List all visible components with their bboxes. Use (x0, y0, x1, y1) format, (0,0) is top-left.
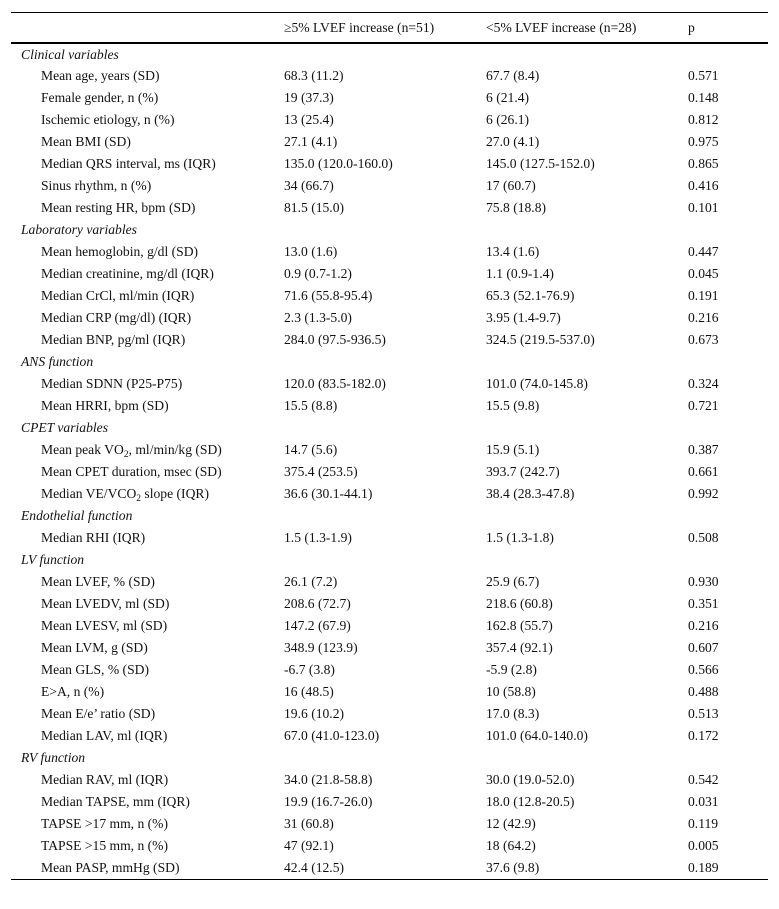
row-label: Median RAV, ml (IQR) (41, 772, 169, 787)
value-no-increase-group: 65.3 (52.1-76.9) (486, 288, 575, 303)
p-value: 0.324 (688, 376, 719, 391)
row-label (11, 483, 284, 505)
row-label: Median RHI (IQR) (41, 530, 146, 545)
row-label (11, 439, 284, 461)
value-no-increase-group: 38.4 (28.3-47.8) (486, 486, 575, 501)
row-label: Median creatinine, mg/dl (IQR) (41, 266, 214, 281)
p-value: 0.216 (688, 618, 719, 633)
table-row (11, 175, 768, 197)
table-row (11, 241, 768, 263)
row-label: E>A, n (%) (41, 684, 105, 699)
row-label: Median TAPSE, mm (IQR) (41, 794, 190, 809)
p-value: 0.488 (688, 684, 719, 699)
value-increase-group: 16 (48.5) (284, 684, 334, 699)
table-header (11, 13, 768, 44)
row-label-text: Median VE/VCO (41, 486, 137, 501)
value-no-increase-group: 18.0 (12.8-20.5) (486, 794, 575, 809)
header-p-value: p (688, 19, 695, 35)
table-row (11, 87, 768, 109)
table-row (11, 439, 768, 461)
value-increase-group: 375.4 (253.5) (284, 464, 358, 479)
row-label: Sinus rhythm, n (%) (41, 178, 152, 193)
table-row (11, 791, 768, 813)
p-value: 0.566 (688, 662, 719, 677)
p-value: 0.387 (688, 442, 719, 457)
section-title: ANS function (21, 354, 94, 369)
value-no-increase-group: 218.6 (60.8) (486, 596, 553, 611)
row-label: Median QRS interval, ms (IQR) (41, 156, 216, 171)
header-increase-group: ≥5% LVEF increase (n=51) (284, 19, 435, 35)
table-row (11, 197, 768, 219)
value-no-increase-group: 37.6 (9.8) (486, 859, 540, 875)
value-no-increase-group: 357.4 (92.1) (486, 640, 553, 655)
value-no-increase-group: 17 (60.7) (486, 178, 536, 193)
p-value: 0.992 (688, 486, 719, 501)
data-table-container (11, 12, 768, 880)
row-label: Mean BMI (SD) (41, 134, 131, 149)
value-no-increase-group: 101.0 (64.0-140.0) (486, 728, 588, 743)
value-no-increase-group: 6 (21.4) (486, 90, 530, 105)
value-increase-group: 47 (92.1) (284, 838, 334, 853)
row-label-subscript: 2 (136, 494, 142, 504)
table-row (11, 109, 768, 131)
row-label: Ischemic etiology, n (%) (41, 112, 175, 127)
value-no-increase-group: 6 (26.1) (486, 112, 530, 127)
p-value: 0.005 (688, 838, 719, 853)
row-label: Mean HRRI, bpm (SD) (41, 398, 169, 413)
row-label: Median CrCl, ml/min (IQR) (41, 288, 195, 303)
table-row (11, 857, 768, 879)
p-value: 0.542 (688, 772, 719, 787)
value-no-increase-group: 17.0 (8.3) (486, 706, 540, 721)
row-label: Mean hemoglobin, g/dl (SD) (41, 244, 199, 259)
value-no-increase-group: 1.5 (1.3-1.8) (486, 530, 554, 545)
row-label: Mean PASP, mmHg (SD) (41, 859, 180, 875)
table-row (11, 483, 768, 505)
header-variable (11, 13, 284, 44)
p-value: 0.351 (688, 596, 719, 611)
value-increase-group: 348.9 (123.9) (284, 640, 358, 655)
value-increase-group: 13.0 (1.6) (284, 244, 338, 259)
value-no-increase-group: 101.0 (74.0-145.8) (486, 376, 588, 391)
p-value: 0.216 (688, 310, 719, 325)
p-value: 0.101 (688, 200, 719, 215)
value-increase-group: 147.2 (67.9) (284, 618, 351, 633)
section-title: CPET variables (21, 420, 108, 435)
value-increase-group: 0.9 (0.7-1.2) (284, 266, 352, 281)
table-row (11, 285, 768, 307)
value-increase-group: 284.0 (97.5-936.5) (284, 332, 386, 347)
row-label: Median LAV, ml (IQR) (41, 728, 168, 743)
row-label: Mean resting HR, bpm (SD) (41, 200, 196, 215)
section-title: LV function (21, 552, 85, 567)
header-row (11, 13, 768, 44)
value-increase-group: 15.5 (8.8) (284, 398, 338, 413)
table-row (11, 571, 768, 593)
value-no-increase-group: 145.0 (127.5-152.0) (486, 156, 595, 171)
table-row (11, 615, 768, 637)
value-no-increase-group: 27.0 (4.1) (486, 134, 540, 149)
section-row (11, 219, 768, 241)
value-increase-group: 14.7 (5.6) (284, 442, 338, 457)
value-increase-group: 208.6 (72.7) (284, 596, 351, 611)
comparison-table (11, 12, 768, 880)
table-row (11, 527, 768, 549)
p-value: 0.571 (688, 68, 719, 83)
section-row (11, 549, 768, 571)
value-increase-group: 26.1 (7.2) (284, 574, 338, 589)
table-row (11, 725, 768, 747)
p-value: 0.119 (688, 816, 719, 831)
row-label: TAPSE >15 mm, n (%) (41, 838, 169, 853)
value-increase-group: 34.0 (21.8-58.8) (284, 772, 373, 787)
p-value: 0.975 (688, 134, 719, 149)
row-label: Mean LVESV, ml (SD) (41, 618, 168, 633)
table-row (11, 813, 768, 835)
row-label-text: Mean peak VO (41, 442, 124, 457)
p-value: 0.513 (688, 706, 719, 721)
table-row (11, 835, 768, 857)
p-value: 0.031 (688, 794, 719, 809)
section-row (11, 747, 768, 769)
table-row (11, 131, 768, 153)
row-label: Female gender, n (%) (41, 90, 159, 105)
table-row (11, 681, 768, 703)
row-label: Mean GLS, % (SD) (41, 662, 149, 677)
value-no-increase-group: 393.7 (242.7) (486, 464, 560, 479)
value-no-increase-group: 12 (42.9) (486, 816, 536, 831)
value-no-increase-group: 162.8 (55.7) (486, 618, 553, 633)
value-increase-group: 13 (25.4) (284, 112, 334, 127)
table-body (11, 43, 768, 879)
value-increase-group: 19 (37.3) (284, 90, 334, 105)
value-no-increase-group: 25.9 (6.7) (486, 574, 540, 589)
value-increase-group: 19.9 (16.7-26.0) (284, 794, 373, 809)
p-value: 0.607 (688, 640, 719, 655)
header-no-increase-group: <5% LVEF increase (n=28) (486, 19, 637, 35)
section-row (11, 505, 768, 527)
row-label: Mean E/e’ ratio (SD) (41, 706, 156, 721)
p-value: 0.673 (688, 332, 719, 347)
value-increase-group: 34 (66.7) (284, 178, 334, 193)
section-row (11, 417, 768, 439)
table-row (11, 659, 768, 681)
row-label: Median CRP (mg/dl) (IQR) (41, 310, 192, 325)
table-row (11, 593, 768, 615)
section-row (11, 43, 768, 65)
table-row (11, 329, 768, 351)
row-label: Median BNP, pg/ml (IQR) (41, 332, 186, 347)
section-title: RV function (21, 750, 86, 765)
p-value: 0.172 (688, 728, 719, 743)
p-value: 0.508 (688, 530, 719, 545)
row-label: Mean age, years (SD) (41, 68, 160, 83)
row-label: Mean LVEDV, ml (SD) (41, 596, 170, 611)
p-value: 0.045 (688, 266, 719, 281)
section-title: Laboratory variables (21, 222, 137, 237)
value-no-increase-group: 10 (58.8) (486, 684, 536, 699)
p-value: 0.930 (688, 574, 719, 589)
section-title: Endothelial function (21, 508, 133, 523)
row-label: TAPSE >17 mm, n (%) (41, 816, 169, 831)
value-no-increase-group: -5.9 (2.8) (486, 662, 537, 677)
value-increase-group: 1.5 (1.3-1.9) (284, 530, 352, 545)
value-increase-group: 31 (60.8) (284, 816, 334, 831)
row-label: Mean CPET duration, msec (SD) (41, 464, 222, 479)
p-value: 0.721 (688, 398, 719, 413)
value-increase-group: 2.3 (1.3-5.0) (284, 310, 352, 325)
section-row (11, 351, 768, 373)
value-no-increase-group: 1.1 (0.9-1.4) (486, 266, 554, 281)
p-value: 0.148 (688, 90, 719, 105)
value-increase-group: 135.0 (120.0-160.0) (284, 156, 393, 171)
value-increase-group: -6.7 (3.8) (284, 662, 335, 677)
table-row (11, 637, 768, 659)
value-increase-group: 19.6 (10.2) (284, 706, 345, 721)
value-no-increase-group: 324.5 (219.5-537.0) (486, 332, 595, 347)
row-label: Mean LVM, g (SD) (41, 640, 148, 655)
value-increase-group: 67.0 (41.0-123.0) (284, 728, 380, 743)
p-value: 0.812 (688, 112, 719, 127)
value-increase-group: 81.5 (15.0) (284, 200, 345, 215)
row-label-subscript: 2 (123, 450, 129, 460)
row-label-text: slope (IQR) (141, 486, 209, 501)
value-increase-group: 71.6 (55.8-95.4) (284, 288, 373, 303)
p-value: 0.661 (688, 464, 719, 479)
row-label: Median SDNN (P25-P75) (41, 376, 183, 391)
value-no-increase-group: 13.4 (1.6) (486, 244, 540, 259)
table-row (11, 395, 768, 417)
table-row (11, 373, 768, 395)
value-no-increase-group: 15.9 (5.1) (486, 442, 540, 457)
p-value: 0.865 (688, 156, 719, 171)
value-no-increase-group: 3.95 (1.4-9.7) (486, 310, 561, 325)
section-title: Clinical variables (21, 46, 119, 62)
value-no-increase-group: 67.7 (8.4) (486, 68, 540, 83)
value-increase-group: 36.6 (30.1-44.1) (284, 486, 373, 501)
row-label: Mean LVEF, % (SD) (41, 574, 155, 589)
value-increase-group: 68.3 (11.2) (284, 68, 344, 83)
value-increase-group: 120.0 (83.5-182.0) (284, 376, 386, 391)
value-increase-group: 27.1 (4.1) (284, 134, 338, 149)
table-row (11, 461, 768, 483)
value-no-increase-group: 15.5 (9.8) (486, 398, 540, 413)
value-no-increase-group: 75.8 (18.8) (486, 200, 547, 215)
table-row (11, 769, 768, 791)
table-row (11, 153, 768, 175)
value-increase-group: 42.4 (12.5) (284, 859, 345, 875)
table-row (11, 307, 768, 329)
p-value: 0.416 (688, 178, 719, 193)
p-value: 0.189 (688, 859, 719, 875)
table-row (11, 263, 768, 285)
value-no-increase-group: 18 (64.2) (486, 838, 536, 853)
table-row (11, 65, 768, 87)
table-row (11, 703, 768, 725)
row-label-text: , ml/min/kg (SD) (128, 442, 222, 457)
value-no-increase-group: 30.0 (19.0-52.0) (486, 772, 575, 787)
p-value: 0.191 (688, 288, 719, 303)
p-value: 0.447 (688, 244, 719, 259)
